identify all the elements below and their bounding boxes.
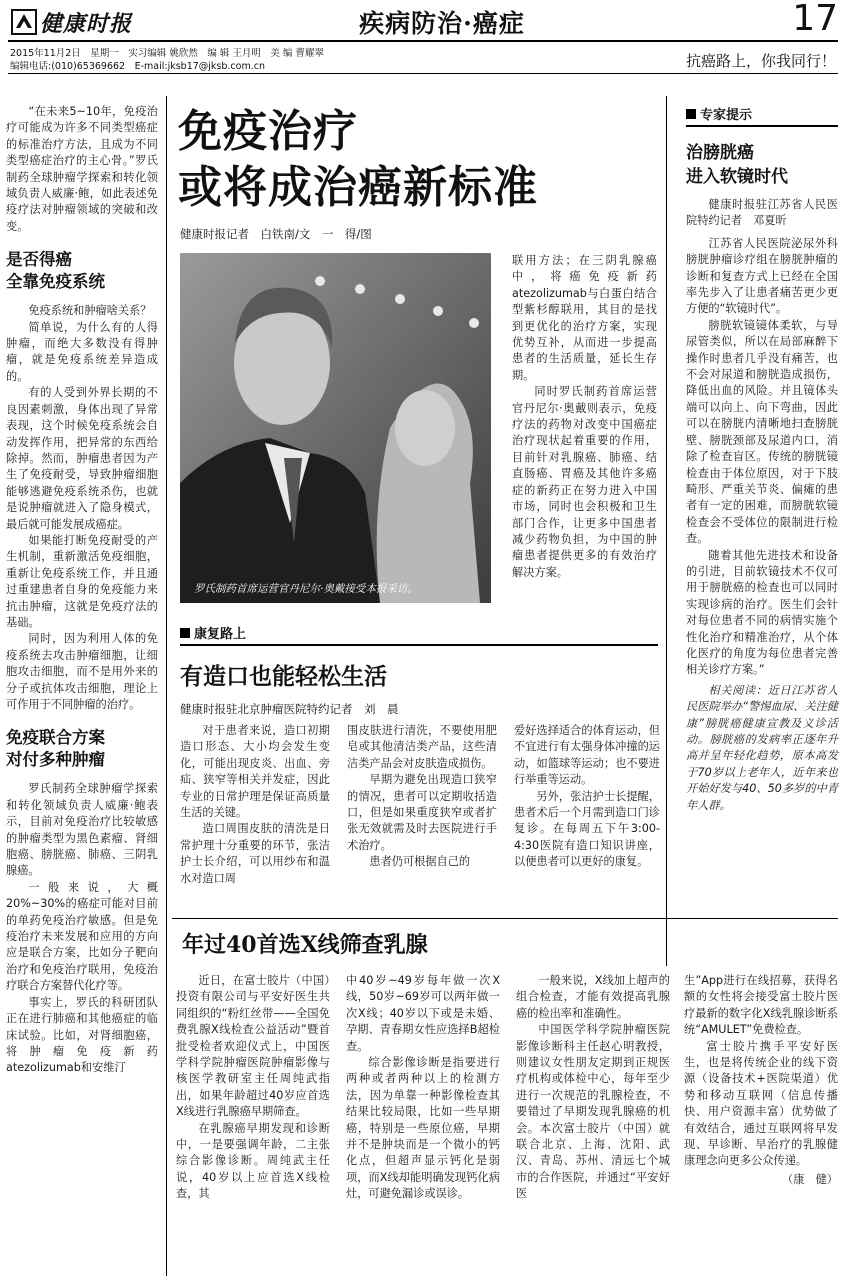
meta-line-2: 编辑电话:(010)65369662 E-mail:jksb17@jksb.com.cn <box>10 61 265 72</box>
rehab-label-text: 康复路上 <box>194 627 247 642</box>
masthead-bottom-rule <box>8 73 838 74</box>
left-body-2-p: 一般来说，大概20%~30%的癌症可能对目前的单药免疫治疗敏感。但是免疫治疗未来发展和应用的方向应是联合方案，比如分子靶向治疗和免疫治疗联用，免疫治疗联合方案替代化疗等。 <box>6 880 158 993</box>
screening-col4 <box>684 973 838 1188</box>
photo-illustration <box>180 253 491 603</box>
logo-mark-icon <box>10 8 38 36</box>
expert-label <box>686 104 838 127</box>
rehab-col1 <box>180 723 330 887</box>
expert-label-text: 专家提示 <box>700 108 753 123</box>
left-intro <box>6 104 158 235</box>
photo-caption: 罗氏制药首席运营官丹尼尔·奥戴接受本报采访。 <box>194 583 418 595</box>
left-body-1-p: 同时，因为利用人体的免疫系统去攻击肿瘤细胞，让细胞攻击细胞，而不是用外来的分子或抗体攻击细胞，理论上可作用于不同肿瘤的治疗。 <box>6 632 158 711</box>
rehab-byline: 健康时报驻北京肿瘤医院特约记者 刘 晨 <box>180 702 399 716</box>
feature-col2-p: 联用方法；在三阴乳腺癌中，将癌免疫新药atezolizumab与白蛋白结合型紫杉醇联用，其目的是找到更优化的治疗方案，实现优势互补，从而进一步提高患者的生活质量，延长生存期。 <box>512 254 657 382</box>
masthead-rule <box>8 40 838 42</box>
screening-col2 <box>346 973 500 1203</box>
section-square-icon <box>180 628 190 638</box>
screening-top-rule <box>172 918 838 919</box>
left-column-divider <box>166 96 167 1276</box>
screening-col4-p: 富士胶片携手平安好医生，也是将传统企业的线下资源（设备技术+医院渠道）优势和移动互联网（信息传播快、用户资源丰富）优势做了有效结合，通过互联网将早发现、早诊断、早治疗的乳腺健康理念向更多公众传递。 <box>684 1039 838 1168</box>
expert-body-p: 随着其他先进技术和设备的引进，目前软镜技术不仅可用于膀胱癌的检查也可以同时实现诊病的治疗。医生们会针对每位患者不同的病情实施个性化治疗和精准治疗，从个体化医疗的角度为每位患者完善相关诊疗方案。” <box>686 548 838 677</box>
section-title: 疾病防治·癌症 <box>359 9 525 38</box>
expert-byline-text: 健康时报驻江苏省人民医院特约记者 邓夏昕 <box>686 198 838 228</box>
rehab-col1-p: 造口周围皮肤的清洗是日常护理十分重要的环节，张洁护士长介绍，可以用纱布和温水对造口周 <box>180 822 330 885</box>
slogan: 抗癌路上，你我同行！ <box>685 52 836 70</box>
meta-line-1: 2015年11月2日 星期一 实习编辑 姚欣然 编 辑 王月明 美 编 曹耀翠 <box>10 48 324 59</box>
expert-body <box>686 236 838 679</box>
screening-col1-p: 在乳腺癌早期发现和诊断中，一是要强调年龄，二主张综合影像诊断。周纯武主任说，40岁以上应首选X线检查，其 <box>176 1121 330 1201</box>
feature-byline: 健康时报记者 白铁南/文 一 得/图 <box>180 227 372 241</box>
rehab-label <box>180 623 658 646</box>
left-heading-1-line2: 全靠免疫系统 <box>6 272 105 292</box>
screening-col2-p: 中40岁~49岁每年做一次X线，50岁~69岁可以两年做一次X线；40岁以下或是未婚、孕期、青春期女性应选择B超检查。 <box>346 974 500 1053</box>
left-intro-text: “在未来5~10年，免疫治疗可能成为许多不同类型癌症的标准治疗方法，且成为不同类型癌症治疗的主心骨。”罗氏制药全球肿瘤学探索和转化领域负责人威廉·鲍，如此表述免疫疗法对肿瘤领域的突破和改变。 <box>6 105 158 233</box>
rehab-col3-p: 爱好选择适合的体育运动，但不宜进行有太强身体冲撞的运动，如篮球等运动；也不要进行举重等运动。 <box>514 724 660 787</box>
masthead <box>0 0 844 74</box>
feature-right-divider <box>666 96 667 966</box>
expert-title-line2: 进入软镜时代 <box>686 167 788 187</box>
section-square-icon <box>686 109 696 119</box>
left-body-1-p: 如果能打断免疫耐受的产生机制，重新激活免疫细胞，重新让免疫系统工作，并且通过重建患者自身的免疫能力来抗击肿瘤，这就是免疫疗法的基础。 <box>6 533 158 629</box>
feature-title-line1: 免疫治疗 <box>178 106 358 157</box>
screening-col3-p: 中国医学科学院肿瘤医院影像诊断科主任赵心明教授，则建议女性朋友定期到正规医疗机构或体检中心，每年至少进行一次规范的乳腺检查，不要错过了早期发现乳腺癌的机会。本次富士胶片（中国）就联合北京、上海、沈阳、武汉、青岛、苏州、清远七个城市的合作医院，并通过“平安好医 <box>516 1023 670 1201</box>
screening-title: 年过40首选X线筛查乳腺 <box>182 932 428 958</box>
rehab-col2-p: 围皮肤进行清洗，不要使用肥皂或其他清洁类产品，这些清洁类产品会对皮肤造成损伤。 <box>347 724 497 770</box>
left-body-2-p: 事实上，罗氏的科研团队正在进行肺癌和其他癌症的临床试验。比如，对肾细胞癌，将肿瘤免疫新药atezolizumab和安维汀 <box>6 995 158 1075</box>
logo-text: 健康时报 <box>40 10 133 37</box>
left-heading-2-line1: 免疫联合方案 <box>6 728 105 748</box>
rehab-col2 <box>347 723 497 871</box>
screening-col3 <box>516 973 670 1203</box>
left-heading-2-line2: 对付多种肿瘤 <box>6 750 105 770</box>
expert-body-p: 膀胱软镜镜体柔软，与导尿管类似，所以在局部麻醉下操作时患者几乎没有痛苦，也不会对尿道和膀胱造成损伤，降低出血的风险。并且镜体头端可以向上、向下弯曲，因此可以在膀胱内清晰地扫查膀胱壁、膀胱颈部及尿道内口，消除了检查盲区。传统的膀胱镜检查由于体位原因，对于下肢畸形、严重关节炎、偏瘫的患者有一定的困难，而膀胱软镜检查会不受体位的限制进行检查。 <box>686 318 838 546</box>
feature-title-line2: 或将成治癌新标准 <box>178 162 538 213</box>
expert-section <box>686 104 838 814</box>
screening-col3-p: 一般来说，X线加上超声的组合检查，才能有效提高乳腺癌的检出率和准确性。 <box>516 974 670 1020</box>
left-body-1-p: 免疫系统和肿瘤啥关系？ <box>28 304 152 318</box>
expert-title-line1: 治膀胱癌 <box>686 143 754 163</box>
feature-col2-p: 同时罗氏制药首席运营官丹尼尔·奥戴则表示，免疫疗法的药物对改变中国癌症治疗现状起着重要的作用，目前针对乳腺癌、肺癌、结直肠癌、胃癌及其他许多癌症的新药正在努力进入中国市场，同时也会积极和卫生部门合作，让更多中国患者减少药物负担，为中国的肿瘤患者提供更多的有效治疗解决方案。 <box>512 385 657 579</box>
feature-title <box>178 104 658 216</box>
rehab-col1-p: 对于患者来说，造口初期造口形态、大小均会发生变化，可能出现皮炎、出血、旁疝、狭窄等相关并发症，因此专业的日常护理是保证高质量生活的关键。 <box>180 724 330 820</box>
rehab-title: 有造口也能轻松生活 <box>180 664 387 690</box>
screening-col2-p: 综合影像诊断是指要进行两种或者两种以上的检测方法，因为单靠一种影像检查其结果比较局限，比如一些早期癌，特别是一些原位癌，早期并不是肿块而是一个微小的钙化点，但超声显示钙化是弱项，而X线却能明确发现钙化病灶，可避免漏诊或误诊。 <box>346 1056 500 1201</box>
left-body-1 <box>6 303 158 713</box>
screening-col1-p: 近日，在富士胶片（中国）投资有限公司与平安好医生共同组织的“粉红丝带——全国免费乳腺X线检查公益活动”暨首批受检者欢迎仪式上，中国医学科学院肿瘤医院肿瘤影像与核医学教研室主任周纯武指出，如果年龄超过40岁应首选X线进行乳腺癌早期筛查。 <box>176 974 330 1119</box>
feature-col2 <box>512 253 657 581</box>
expert-related <box>686 683 838 814</box>
rehab-section <box>180 623 658 717</box>
left-heading-1 <box>6 249 158 293</box>
left-body-1-p: 有的人受到外界长期的不良因素刺激，身体出现了异常表现，这个时候免疫系统会自动发挥作用，把异常的东西给除掉。然而，肿瘤患者因为产生了免疫耐受，导致肿瘤细胞能够逃避免疫系统杀伤，也就是说肿瘤就进入了隐身模式，最后就可能发展成癌症。 <box>6 386 158 531</box>
left-column <box>6 104 158 1077</box>
screening-author: （康 健） <box>782 1172 838 1186</box>
expert-title <box>686 141 838 189</box>
left-body-1-p: 简单说，为什么有的人得肿瘤，而绝大多数没有得肿瘤，就是免疫系统差异造成的。 <box>6 320 158 383</box>
rehab-col2-p: 患者仍可根据自己的 <box>369 855 471 869</box>
rehab-col3-p: 另外，张洁护士长提醒，患者术后一个月需到造口门诊复诊。在每周五下午3:00-4:30医院有造口知识讲座，以便患者可以更好的康复。 <box>514 789 660 869</box>
expert-related-text: 相关阅读：近日江苏省人民医院举办“警惕血尿、关注健康”膀胱癌健康宣教及义诊活动。膀胱癌的发病率正逐年升高并呈年轻化趋势，原本高发于70岁以上老年人，近年来也开始好发与40、50多岁的中青年人群。 <box>686 683 838 812</box>
left-heading-2 <box>6 727 158 771</box>
expert-body-p: 江苏省人民医院泌尿外科膀胱肿瘤诊疗组在膀胱肿瘤的诊断和复查方式上已经在全国率先步入了让患者痛苦更少更方便的“软镜时代”。 <box>686 236 838 316</box>
screening-col1 <box>176 973 330 1203</box>
newspaper-logo <box>10 6 140 38</box>
screening-col4-p: 生”App进行在线招募，获得名额的女性将会接受富士胶片医疗最新的数字化X线乳腺诊断系统“AMULET”免费检查。 <box>684 974 838 1037</box>
feature-photo <box>180 253 491 603</box>
expert-byline <box>686 197 838 230</box>
left-body-2-p: 罗氏制药全球肿瘤学探索和转化领域负责人威廉·鲍表示，目前对免疫治疗比较敏感的肿瘤类型为黑色素瘤、肾细胞癌、膀胱癌、肺癌、三阴乳腺癌。 <box>6 782 158 878</box>
page-number: 17 <box>792 0 838 39</box>
rehab-col3 <box>514 723 660 871</box>
left-heading-1-line1: 是否得癌 <box>6 250 72 270</box>
rehab-col2-p: 早期为避免出现造口狭窄的情况，患者可以定期收括造口，但是如果重度狭窄或者扩张无效就需及时去医院进行手术治疗。 <box>347 773 497 852</box>
left-body-2 <box>6 781 158 1076</box>
